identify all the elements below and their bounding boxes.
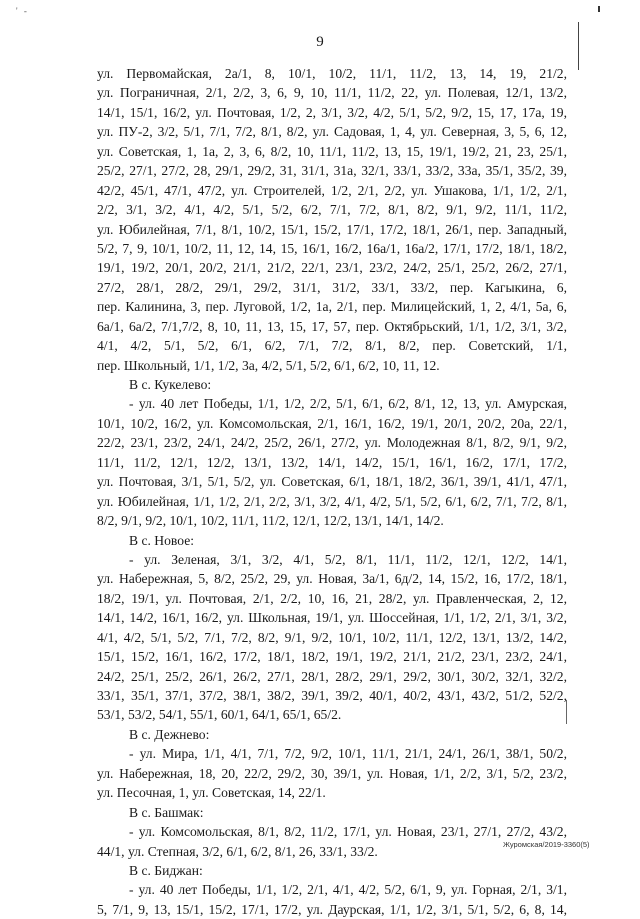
scan-corner-marks: ' - <box>16 6 29 16</box>
text-line: 19/1, 19/2, 20/1, 20/2, 21/1, 21/2, 22/1, 23/1, 23/2, 24/2, 25/1, 25/2, 26/2, 27/1, <box>97 260 567 276</box>
text-line: 53/1, 53/2, 54/1, 55/1, 60/1, 64/1, 65/1, 65/2. <box>97 707 342 723</box>
page-number: 9 <box>316 34 324 50</box>
text-line: ул. Советская, 1, 1а, 2, 3, 6, 8/2, 10, 11/1, 11/2, 13, 15, 19/1, 19/2, 21, 23, 25/1, <box>97 143 567 159</box>
text-line: ул. Первомайская, 2а/1, 8, 10/1, 10/2, 11/1, 11/2, 13, 14, 19, 21/2, <box>97 66 567 81</box>
section-heading-dezhnevo: В с. Дежнево: <box>129 726 210 742</box>
text-line: 15/1, 15/2, 16/1, 16/2, 17/2, 18/1, 18/2, 19/1, 19/2, 21/1, 21/2, 23/1, 23/2, 24/1, <box>97 649 567 665</box>
document-body <box>97 64 567 919</box>
document-footer-code: Журомская/2019-3360(5) <box>503 840 590 849</box>
text-line: 8/2, 9/1, 9/2, 10/1, 10/2, 11/1, 11/2, 12/1, 12/2, 13/1, 14/1, 14/2. <box>97 513 444 529</box>
text-line: 24/2, 25/1, 25/2, 26/1, 26/2, 27/1, 28/1, 28/2, 29/1, 29/2, 30/1, 30/2, 32/1, 32/2, <box>97 668 567 684</box>
text-line: 4/1, 4/2, 5/1, 5/2, 6/1, 6/2, 7/1, 7/2, 8/1, 8/2, пер. Советский, 1/1, <box>97 338 567 354</box>
text-line: ул. Почтовая, 3/1, 5/1, 5/2, ул. Советская, 6/1, 18/1, 18/2, 36/1, 39/1, 41/1, 47/1, <box>97 474 567 490</box>
text-line: 14/1, 15/1, 16/2, ул. Почтовая, 1/2, 2, 3/1, 3/2, 4/2, 5/1, 5/2, 9/2, 15, 17, 17а, 19, <box>97 104 567 120</box>
text-line: 11/1, 11/2, 12/1, 12/2, 13/1, 13/2, 14/1, 14/2, 15/1, 16/1, 16/2, 17/1, 17/2, <box>97 454 567 470</box>
text-line: 6а/1, 6а/2, 7/1,7/2, 8, 10, 11, 13, 15, 17, 57, пер. Октябрьский, 1/1, 1/2, 3/1, 3/2, <box>97 318 567 334</box>
text-line: 14/1, 14/2, 16/1, 16/2, ул. Школьная, 19/1, ул. Шоссейная, 1/1, 1/2, 2/1, 3/1, 3/2, <box>97 610 567 626</box>
text-line: 5, 7/1, 9, 13, 15/1, 15/2, 17/1, 17/2, ул. Даурская, 1/1, 1/2, 3/1, 5/1, 5/2, 6, 8, 14, <box>97 901 567 917</box>
text-line: ул. Песочная, 1, ул. Советская, 14, 22/1. <box>97 785 326 801</box>
scan-dot-mark <box>598 6 600 12</box>
text-line: - ул. 40 лет Победы, 1/1, 1/2, 2/1, 4/1, 4/2, 5/2, 6/1, 9, ул. Горная, 2/1, 3/1, <box>129 882 567 898</box>
text-line: ул. Юбилейная, 7/1, 8/1, 10/2, 15/1, 15/2, 17/1, 17/2, 18/1, 26/1, пер. Западный, <box>97 221 567 237</box>
text-line: 10/1, 10/2, 16/2, ул. Комсомольская, 2/1, 16/1, 16/2, 19/1, 20/1, 20/2, 20а, 22/1, <box>97 415 567 431</box>
text-line: пер. Калинина, 3, пер. Луговой, 1/2, 1а, 2/1, пер. Милицейский, 1, 2, 4/1, 5а, 6, <box>97 299 567 315</box>
section-heading-novoe: В с. Новое: <box>129 532 195 548</box>
text-line: 4/1, 4/2, 5/1, 5/2, 7/1, 7/2, 8/2, 9/1, 9/2, 10/1, 10/2, 11/1, 12/2, 13/1, 13/2, 14/2, <box>97 629 567 645</box>
text-line: 27/2, 28/1, 28/2, 29/1, 29/2, 31/1, 31/2, 33/1, 33/2, пер. Кагыкина, 6, <box>97 279 567 295</box>
text-line: 18/2, 19/1, ул. Почтовая, 2/1, 2/2, 10, 16, 21, 28/2, ул. Правленческая, 2, 12, <box>97 590 567 606</box>
text-line: пер. Школьный, 1/1, 1/2, 3а, 4/2, 5/1, 5/2, 6/1, 6/2, 10, 11, 12. <box>97 357 440 373</box>
section-heading-bidzhan: В с. Биджан: <box>129 862 203 878</box>
text-line: 2/2, 3/1, 3/2, 4/1, 4/2, 5/1, 5/2, 6/2, 7/1, 7/2, 8/1, 8/2, 9/1, 9/2, 11/1, 11/2, <box>97 202 567 218</box>
section-heading-bashmak: В с. Башмак: <box>129 804 204 820</box>
text-line: ул. Пограничная, 2/1, 2/2, 3, 6, 9, 10, 11/1, 11/2, 22, ул. Полевая, 12/1, 13/2, <box>97 85 567 101</box>
text-line: ул. ПУ-2, 3/2, 5/1, 7/1, 7/2, 8/1, 8/2, ул. Садовая, 1, 4, ул. Северная, 3, 5, 6, 12, <box>97 124 567 140</box>
text-line: 25/2, 27/1, 27/2, 28, 29/1, 29/2, 31, 31/1, 31а, 32/1, 33/1, 33/2, 33а, 35/1, 35/2, 39, <box>97 163 567 179</box>
text-line: 33/1, 35/1, 37/1, 37/2, 38/1, 38/2, 39/1, 39/2, 40/1, 40/2, 43/1, 43/2, 51/2, 52/2, <box>97 688 567 703</box>
text-line: ул. Юбилейная, 1/1, 1/2, 2/1, 2/2, 3/1, 3/2, 4/1, 4/2, 5/1, 5/2, 6/1, 6/2, 7/1, 7/2, 8/1, <box>97 493 567 509</box>
text-line: 22/2, 23/1, 23/2, 24/1, 24/2, 25/2, 26/1, 27/2, ул. Молодежная 8/1, 8/2, 9/1, 9/2, <box>97 435 567 451</box>
text-line: 42/2, 45/1, 47/1, 47/2, ул. Строителей, 1/2, 2/1, 2/2, ул. Ушакова, 1/1, 1/2, 2/1, <box>97 182 567 198</box>
text-line: - ул. 40 лет Победы, 1/1, 1/2, 2/2, 5/1, 6/1, 6/2, 8/1, 12, 13, ул. Амурская, <box>129 396 567 412</box>
text-line: ул. Набережная, 5, 8/2, 25/2, 29, ул. Новая, 3а/1, 6д/2, 14, 15/2, 16, 17/2, 18/1, <box>97 571 567 587</box>
section-heading-kukelevo: В с. Кукелево: <box>129 377 212 392</box>
text-line: 44/1, ул. Степная, 3/2, 6/1, 6/2, 8/1, 26, 33/1, 33/2. <box>97 843 378 859</box>
text-line: - ул. Комсомольская, 8/1, 8/2, 11/2, 17/1, ул. Новая, 23/1, 27/1, 27/2, 43/2, <box>129 824 567 840</box>
text-line: - ул. Мира, 1/1, 4/1, 7/1, 7/2, 9/2, 10/1, 11/1, 21/1, 24/1, 26/1, 38/1, 50/2, <box>129 746 567 762</box>
text-line: - ул. Зеленая, 3/1, 3/2, 4/1, 5/2, 8/1, 11/1, 11/2, 12/1, 12/2, 14/1, <box>129 551 567 567</box>
text-line: 5/2, 7, 9, 10/1, 10/2, 11, 12, 14, 15, 16/1, 16/2, 16а/1, 16а/2, 17/1, 17/2, 18/1, 18/2, <box>97 240 567 256</box>
text-line: ул. Набережная, 18, 20, 22/2, 29/2, 30, 39/1, ул. Новая, 1/1, 2/2, 3/1, 5/2, 23/2, <box>97 765 567 781</box>
